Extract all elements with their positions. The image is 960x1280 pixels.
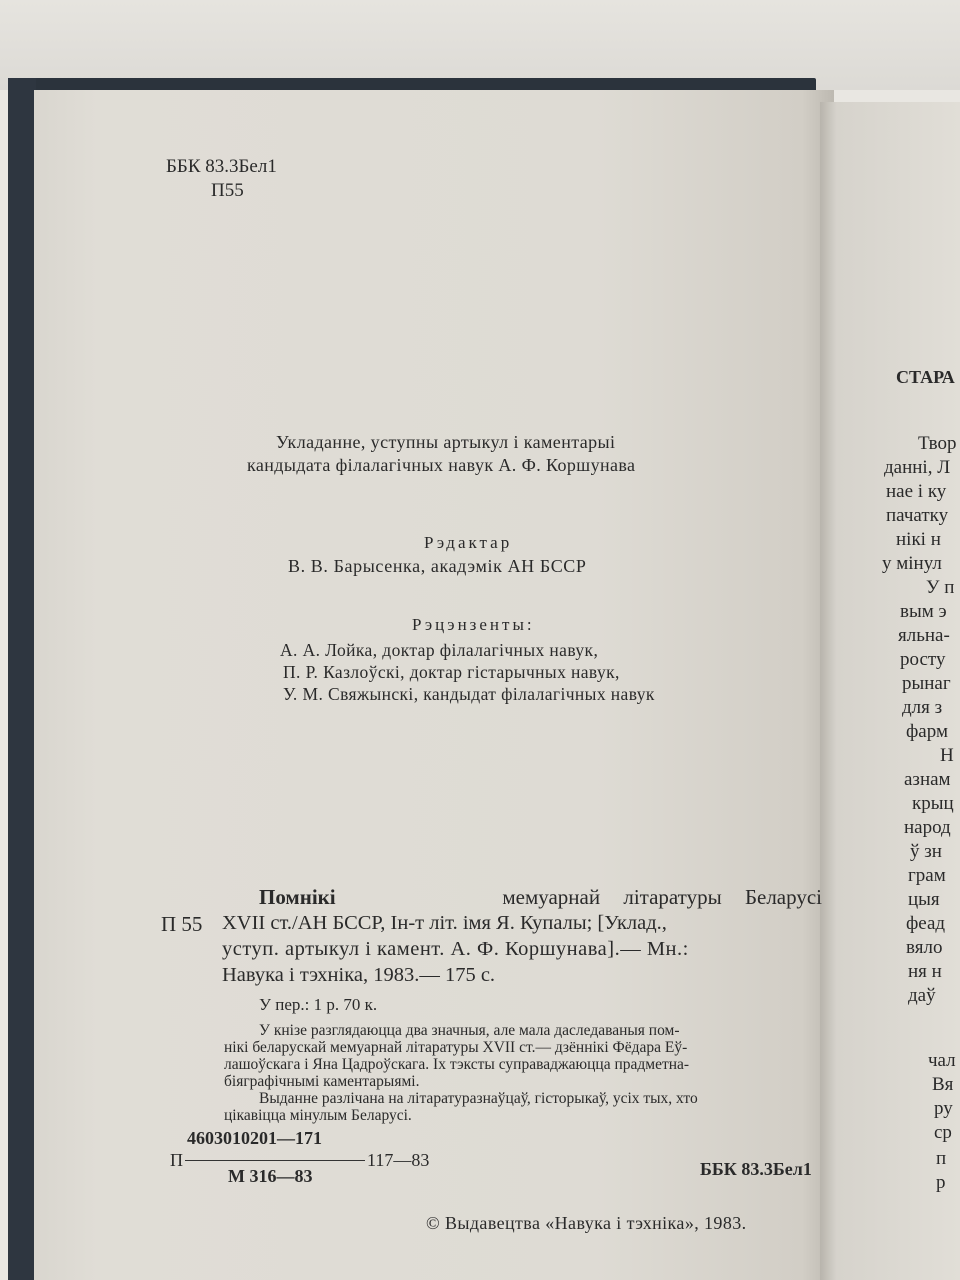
catalog-line-3: уступ. артыкул і камент. А. Ф. Коршунава].— Мн.: bbox=[222, 938, 689, 960]
right-line: ў зн bbox=[910, 841, 942, 862]
background bbox=[0, 0, 960, 90]
right-line: пачатку bbox=[886, 505, 949, 526]
right-line: Вя bbox=[932, 1074, 954, 1095]
reviewer-3: У. М. Свяжынскі, кандыдат філалагічных навук bbox=[283, 684, 655, 704]
right-line: Н bbox=[940, 745, 954, 766]
right-line: яльна- bbox=[898, 625, 950, 646]
right-line: крыц bbox=[912, 793, 954, 814]
right-line: данні, Л bbox=[884, 457, 951, 478]
right-line: нае і ку bbox=[886, 481, 947, 502]
reviewer-2: П. Р. Казлоўскі, доктар гістарычных навук, bbox=[283, 662, 620, 682]
right-line: ср bbox=[934, 1122, 952, 1143]
bbk-code-top: ББК 83.3Бел1 bbox=[166, 156, 277, 177]
catalog-price: У пер.: 1 р. 70 к. bbox=[259, 995, 378, 1014]
right-line: народ bbox=[904, 817, 951, 838]
index-letter: П bbox=[170, 1150, 183, 1170]
right-line: чал bbox=[928, 1050, 956, 1071]
right-line: У п bbox=[926, 577, 955, 598]
right-line: вяло bbox=[906, 937, 943, 958]
right-line: ня н bbox=[908, 961, 942, 982]
author-code-top: П55 bbox=[211, 180, 244, 201]
compiler-line-1: Укладанне, уступны артыкул і каментарыі bbox=[276, 432, 616, 452]
right-line: п bbox=[936, 1148, 947, 1169]
right-page-heading: СТАРА bbox=[896, 367, 955, 387]
index-suffix: 117—83 bbox=[367, 1150, 430, 1170]
right-line: рынаг bbox=[902, 673, 951, 694]
catalog-code: П 55 bbox=[161, 912, 203, 936]
abstract-line-6: цікавіцца мінулым Беларусі. bbox=[224, 1107, 412, 1124]
right-line: цыя bbox=[908, 889, 940, 910]
index-denominator: М 316—83 bbox=[228, 1166, 313, 1186]
right-line: у мінул bbox=[882, 553, 942, 574]
right-line: вым э bbox=[900, 601, 947, 622]
compiler-line-2: кандыдата філалагічных навук А. Ф. Коршунава bbox=[247, 455, 636, 475]
index-numerator: 4603010201—171 bbox=[187, 1128, 322, 1148]
catalog-line-2: XVII ст./АН БССР, Ін-т літ. імя Я. Купалы; [Уклад., bbox=[222, 912, 667, 934]
editor-heading: Рэдактар bbox=[424, 533, 513, 552]
right-line: р bbox=[936, 1172, 946, 1193]
right-line: росту bbox=[900, 649, 946, 670]
abstract-line-4: біяграфічнымі каментарыямі. bbox=[224, 1073, 420, 1090]
right-line: грам bbox=[908, 865, 946, 886]
catalog-title-bold: Помнікі bbox=[259, 885, 336, 909]
abstract-line-1: У кнізе разглядаюцца два значныя, але мала даследаваныя пом- bbox=[259, 1022, 680, 1039]
abstract-line-2: нікі беларускай мемуарнай літаратуры XVII ст.— дзённікі Фёдара Еў- bbox=[224, 1039, 688, 1056]
right-line: фарм bbox=[906, 721, 948, 742]
editor-name: В. В. Барысенка, акадэмік АН БССР bbox=[288, 556, 587, 576]
abstract-line-5: Выданне разлічана на літаратуразнаўцаў, гісторыкаў, усіх тых, хто bbox=[259, 1090, 698, 1107]
reviewer-1: А. А. Лойка, доктар філалагічных навук, bbox=[280, 640, 599, 660]
bbk-code-bottom: ББК 83.3Бел1 bbox=[700, 1159, 812, 1179]
copyright-line: © Выдавецтва «Навука і тэхніка», 1983. bbox=[426, 1213, 747, 1233]
right-line: нікі н bbox=[896, 529, 941, 550]
right-line: ру bbox=[934, 1098, 953, 1119]
catalog-line-4: Навука і тэхніка, 1983.— 175 с. bbox=[222, 964, 496, 986]
right-line: азнам bbox=[904, 769, 951, 790]
catalog-line-1: мемуарнай літаратуры Беларусі bbox=[502, 885, 822, 909]
right-line: для з bbox=[902, 697, 943, 718]
abstract-line-3: лашоўскага і Яна Цадроўскага. Іх тэксты суправаджаюцца прадметна- bbox=[224, 1056, 690, 1073]
right-line: феад bbox=[906, 913, 946, 934]
right-line: даў bbox=[908, 985, 936, 1006]
index-fraction-line bbox=[185, 1160, 365, 1161]
right-line: Твор bbox=[918, 433, 957, 454]
reviewers-heading: Рэцэнзенты: bbox=[412, 615, 535, 634]
